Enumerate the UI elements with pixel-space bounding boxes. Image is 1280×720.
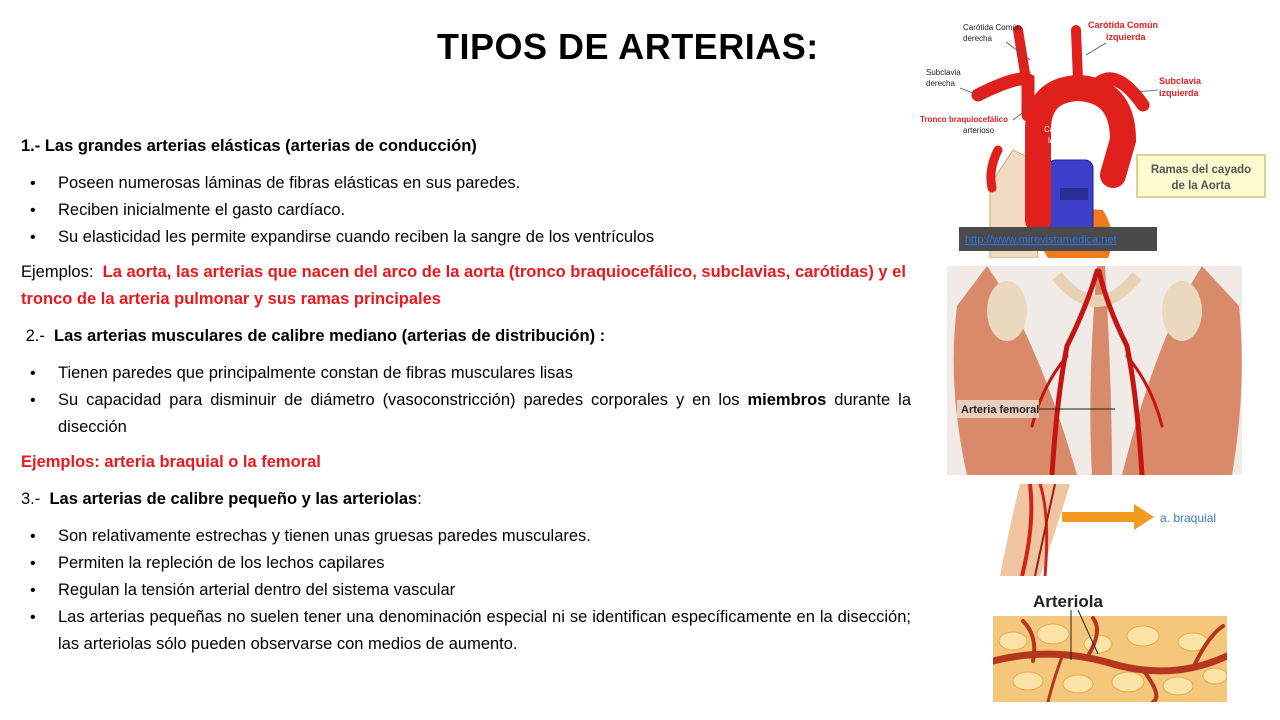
label-carotid-right-2: derecha [963, 34, 992, 43]
aorta-figure [918, 10, 1276, 258]
section3-number: 3.- [21, 490, 41, 508]
section1-bullets [21, 170, 911, 251]
section3-bullets [21, 523, 911, 658]
femoral-figure [947, 266, 1242, 475]
femoral-illustration [947, 266, 1242, 475]
label-subclavian-right-2: derecha [926, 79, 955, 88]
brachial-label: a. braquial [1160, 511, 1217, 525]
bullet-item: • Son relativamente estrechas y tienen unas gruesas paredes musculares. [21, 523, 911, 550]
bullet-text: Su capacidad para disminuir de diámetro (vasoconstricción) paredes corporales y en los [58, 391, 740, 409]
aorta-illustration [918, 10, 1276, 258]
section2-examples: Ejemplos: arteria braquial o la femoral [21, 453, 321, 471]
aorta-caption-2: de la Aorta [1171, 180, 1231, 192]
bullet-item: • Poseen numerosas láminas de fibras elásticas en sus paredes. [21, 170, 911, 197]
section3-colon: : [417, 490, 422, 508]
source-url: http://www.mirevistamedica.net [965, 234, 1117, 246]
bullet-item: • Reciben inicialmente el gasto cardíaco. [21, 197, 911, 224]
label-carotid-left-1: Carótida Común [1088, 20, 1159, 30]
bullet-bold: miembros [747, 391, 827, 409]
femoral-label: Arteria femoral [961, 404, 1040, 416]
section2-heading [21, 323, 911, 350]
bullet-item: • Su elasticidad les permite expandirse cuando reciben la sangre de los ventrículos [21, 224, 911, 251]
section2-title: Las arterias musculares de calibre mediano (arterias de distribución) : [54, 327, 606, 345]
label-arch-2: la aorta [1048, 136, 1075, 145]
section3-heading [21, 486, 911, 513]
arteriole-figure [993, 586, 1227, 702]
bullet-item: • Regulan la tensión arterial dentro del sistema vascular [21, 577, 911, 604]
label-carotid-right-1: Carótida Común [963, 23, 1022, 32]
brachial-figure [1000, 484, 1228, 576]
bullet-item: • Tienen paredes que principalmente constan de fibras musculares lisas [21, 360, 911, 387]
label-carotid-left-2: izquierda [1106, 32, 1146, 42]
bullet-text: durante la disección [58, 391, 911, 436]
arteriole-illustration [993, 586, 1227, 702]
section2-bullets [21, 360, 911, 441]
label-subclavian-left-2: izquierda [1159, 88, 1199, 98]
label-subclavian-left-1: Subclavia [1159, 76, 1202, 86]
label-brachiocephalic-1: Tronco braquiocefálico [920, 115, 1009, 124]
section1-heading: 1.- Las grandes arterias elásticas (arterias de conducción) [21, 137, 477, 155]
label-arch-1: Cayado de [1044, 125, 1083, 134]
bullet-item: • Permiten la repleción de los lechos capilares [21, 550, 911, 577]
aorta-caption-1: Ramas del cayado [1150, 164, 1252, 176]
label-subclavian-right-1: Subclavia [926, 68, 961, 77]
slide-body [21, 133, 911, 658]
section3-title: Las arterias de calibre pequeño y las arteriolas [49, 490, 418, 508]
examples-text: La aorta, las arterias que nacen del arco de la aorta (tronco braquiocefálico, subclavias, carótidas) y el tronco de la arteria pulmonar y sus ramas principales [21, 263, 906, 308]
brachial-illustration [1000, 484, 1228, 576]
slide-title: TIPOS DE ARTERIAS: [437, 26, 819, 67]
bullet-item [21, 387, 911, 441]
arteriole-label: Arteriola [1033, 592, 1103, 611]
bullet-item: • Las arterias pequeñas no suelen tener una denominación especial ni se identifican específicamente en la disección; las arteriolas sólo pueden observarse con medios de aumento. [21, 604, 911, 658]
examples-label: Ejemplos: [21, 263, 94, 281]
label-brachiocephalic-2: arterioso [963, 126, 995, 135]
section2-number: 2.- [25, 327, 45, 345]
section1-examples [21, 259, 911, 313]
